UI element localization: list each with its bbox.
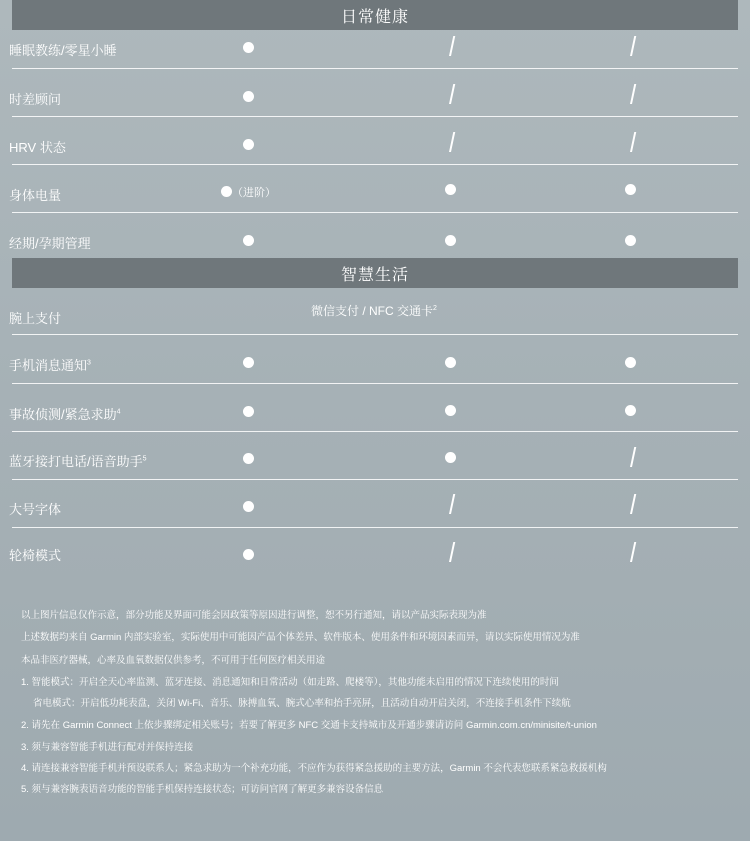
advanced-note: （进阶）	[232, 187, 276, 199]
support-dot	[243, 91, 254, 102]
not-supported-slash	[449, 132, 455, 152]
footnote-1b: 省电模式：开启低功耗表盘，关闭 Wi-Fi、音乐、脉搏血氧、腕式心率和抬手亮屏，且活动自动开启关闭，不连接手机条件下续航	[33, 698, 571, 709]
support-dot	[625, 235, 636, 246]
footnote-medical: 本品非医疗器械，心率及血氧数据仅供参考，不可用于任何医疗相关用途	[21, 655, 326, 666]
support-dot	[221, 186, 232, 197]
footnote-data-source: 上述数据均来自 Garmin 内部实验室，实际使用中可能因产品个体差异、软件版本、使用条件和环境因素而异，请以实际使用情况为准	[21, 632, 580, 643]
row-label-wheelchair: 轮椅模式	[9, 548, 62, 563]
row-divider	[12, 164, 738, 165]
support-dot	[445, 452, 456, 463]
not-supported-slash	[630, 132, 636, 152]
row-label-text: 蓝牙接打电话/语音助手	[9, 454, 143, 469]
support-dot	[625, 405, 636, 416]
not-supported-slash	[630, 36, 636, 56]
section-title-health: 日常健康	[340, 8, 409, 26]
row-label-text: 事故侦测/紧急求助	[9, 407, 117, 422]
not-supported-slash	[449, 494, 455, 514]
section-header-health	[12, 0, 738, 30]
row-divider	[12, 212, 738, 213]
row-label-hrv: HRV 状态	[9, 140, 66, 155]
support-dot	[625, 184, 636, 195]
section-header-life	[12, 258, 738, 288]
support-dot	[625, 357, 636, 368]
support-dot	[445, 357, 456, 368]
support-dot	[243, 139, 254, 150]
row-label-body-battery: 身体电量	[9, 188, 62, 203]
not-supported-slash	[630, 494, 636, 514]
row-label-bluetooth-call	[9, 451, 147, 470]
support-dot	[243, 501, 254, 512]
not-supported-slash	[630, 447, 636, 467]
row-label-notifications	[9, 355, 91, 374]
not-supported-slash	[449, 542, 455, 562]
footnote-marker: 2	[433, 305, 437, 312]
footnote-3: 3. 须与兼容智能手机进行配对并保持连接	[21, 742, 194, 753]
footnote-disclaimer: 以上图片信息仅作示意，部分功能及界面可能会因政策等原因进行调整，恕不另行通知，请以产品实际表现为准	[21, 610, 487, 621]
row-label-menstrual: 经期/孕期管理	[9, 236, 91, 251]
row-label-jetlag: 时差顾问	[9, 92, 62, 107]
row-label-text: 手机消息通知	[9, 358, 88, 373]
section-title-life: 智慧生活	[340, 266, 409, 284]
support-dot	[243, 453, 254, 464]
footnote-1: 1. 智能模式：开启全天心率监测、蓝牙连接、消息通知和日常活动（如走路、爬楼等），其他功能未启用的情况下连续使用的时间	[21, 677, 559, 688]
support-dot	[243, 406, 254, 417]
not-supported-slash	[630, 542, 636, 562]
row-divider	[12, 527, 738, 528]
row-divider	[12, 431, 738, 432]
footnote-marker: 5	[142, 455, 147, 463]
row-label-incident	[9, 404, 121, 423]
row-divider	[12, 334, 738, 335]
support-dot	[243, 42, 254, 53]
footnote-marker: 4	[116, 408, 121, 416]
support-dot	[243, 357, 254, 368]
not-supported-slash	[630, 84, 636, 104]
row-label-sleep-coach: 睡眠教练/零星小睡	[9, 43, 117, 58]
support-dot	[445, 235, 456, 246]
not-supported-slash	[449, 84, 455, 104]
support-dot	[243, 235, 254, 246]
footnote-marker: 3	[87, 359, 91, 367]
support-dot	[445, 184, 456, 195]
row-label-large-font: 大号字体	[9, 502, 62, 517]
footnote-4: 4. 请连接兼容智能手机并预设联系人；紧急求助为一个补充功能，不应作为获得紧急援助的主要方法，Garmin 不会代表您联系紧急救援机构	[21, 763, 607, 774]
payment-methods	[311, 302, 437, 319]
support-dot	[445, 405, 456, 416]
row-divider	[12, 383, 738, 384]
row-divider	[12, 116, 738, 117]
row-label-wrist-pay: 腕上支付	[9, 311, 62, 326]
row-divider	[12, 68, 738, 69]
not-supported-slash	[449, 36, 455, 56]
footnote-2: 2. 请先在 Garmin Connect 上依步骤绑定相关账号；若要了解更多 NFC 交通卡支持城市及开通步骤请访问 Garmin.com.cn/minisite/t-union	[21, 720, 597, 731]
payment-methods-text: 微信支付 / NFC 交通卡	[311, 304, 433, 318]
row-divider	[12, 479, 738, 480]
footnote-5: 5. 须与兼容腕表语音功能的智能手机保持连接状态；可访问官网了解更多兼容设备信息	[21, 784, 384, 795]
support-dot	[243, 549, 254, 560]
